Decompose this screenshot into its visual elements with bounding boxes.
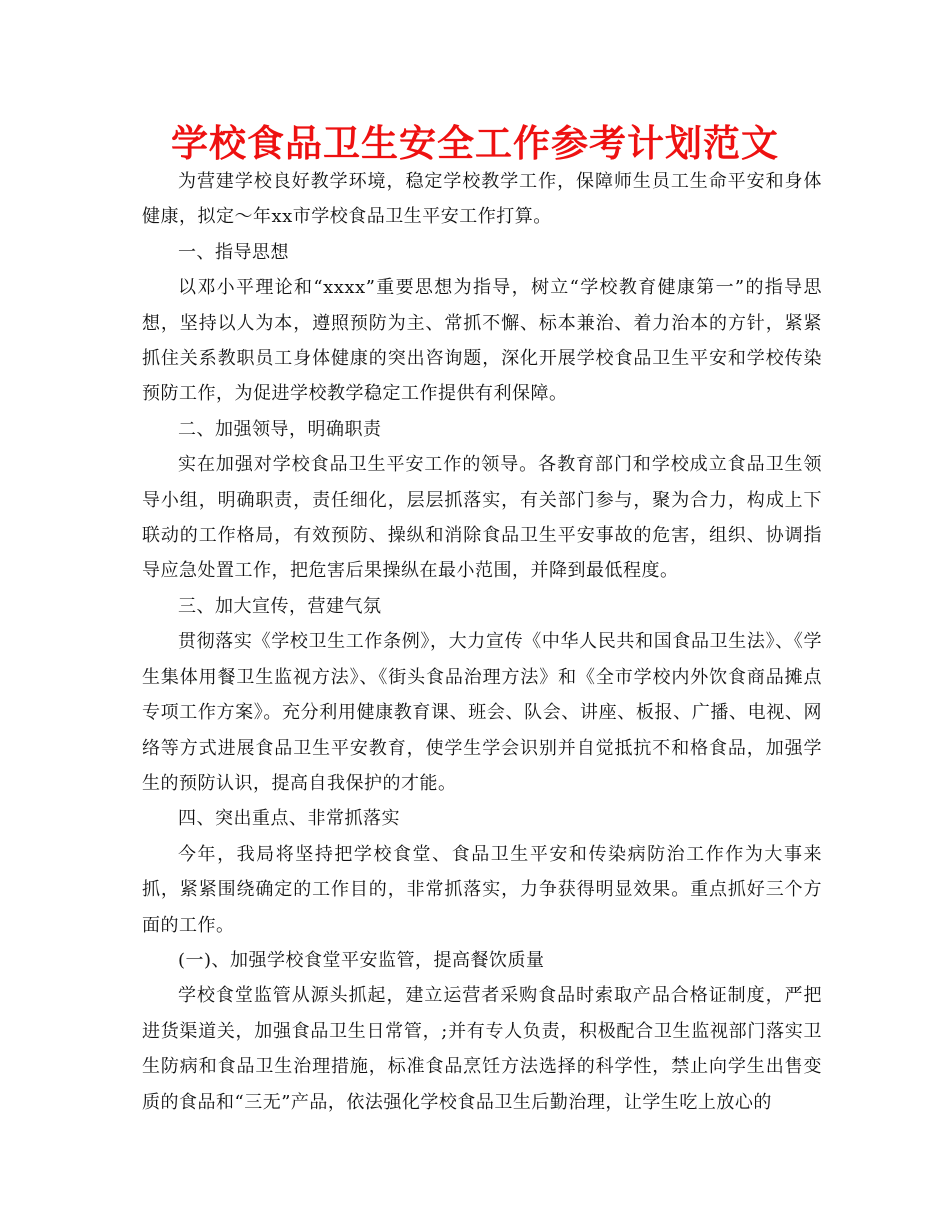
subsection-heading-canteen: (一)、加强学校食堂平安监管，提高餐饮质量: [178, 949, 545, 971]
section-heading-leadership: 二、加强领导，明确职责: [178, 418, 382, 440]
publicity-paragraph: 贯彻落实《学校卫生工作条例》，大力宣传《中华人民共和国食品卫生法》、《学生集体用餐卫生监视方法》、《街头食品治理方法》和《全市学校内外饮食商品摊点专项工作方案》。充分利用健康教育课、班会、队会、讲座、板报、广播、电视、网络等方式进展食品卫生平安教育，使学生学会识别并自觉抵抗不和格食品，加强学生的预防认识，提高自我保护的才能。: [142, 631, 822, 794]
section-heading-key-points: 四、突出重点、非常抓落实: [178, 808, 400, 830]
canteen-paragraph: 学校食堂监管从源头抓起，建立运营者采购食品时索取产品合格证制度，严把进货渠道关，加强食品卫生日常管，;并有专人负责，积极配合卫生监视部门落实卫生防病和食品卫生治理措施，标准食品烹饪方法选择的科学性，禁止向学生出售变质的食品和“三无”产品，依法强化学校食品卫生后勤治理，让学生吃上放心的: [142, 985, 822, 1113]
leadership-paragraph: 实在加强对学校食品卫生平安工作的领导。各教育部门和学校成立食品卫生领导小组，明确职责，责任细化，层层抓落实，有关部门参与，聚为合力，构成上下联动的工作格局，有效预防、操纵和消除食品卫生平安事故的危害，组织、协调指导应急处置工作，把危害后果操纵在最小范围，并降到最低程度。: [142, 454, 822, 582]
document-body: [142, 164, 822, 1120]
key-points-paragraph: 今年，我局将坚持把学校食堂、食品卫生平安和传染病防治工作作为大事来抓，紧紧围绕确定的工作目的，非常抓落实，力争获得明显效果。重点抓好三个方面的工作。: [142, 843, 822, 936]
section-heading-publicity: 三、加大宣传，营建气氛: [178, 595, 382, 617]
document-title: 学校食品卫生安全工作参考计划范文: [171, 122, 779, 165]
intro-paragraph: 为营建学校良好教学环境，稳定学校教学工作，保障师生员工生命平安和身体健康，拟定～年xx市学校食品卫生平安工作打算。: [142, 171, 822, 228]
guiding-ideology-paragraph: 以邓小平理论和“xxxx”重要思想为指导，树立“学校教育健康第一”的指导思想，坚持以人为本，遵照预防为主、常抓不懈、标本兼治、着力治本的方针，紧紧抓住关系教职员工身体健康的突出咨询题，深化开展学校食品卫生平安和学校传染预防工作，为促进学校教学稳定工作提供有利保障。: [142, 277, 822, 405]
section-heading-guiding-ideology: 一、指导思想: [178, 241, 289, 263]
